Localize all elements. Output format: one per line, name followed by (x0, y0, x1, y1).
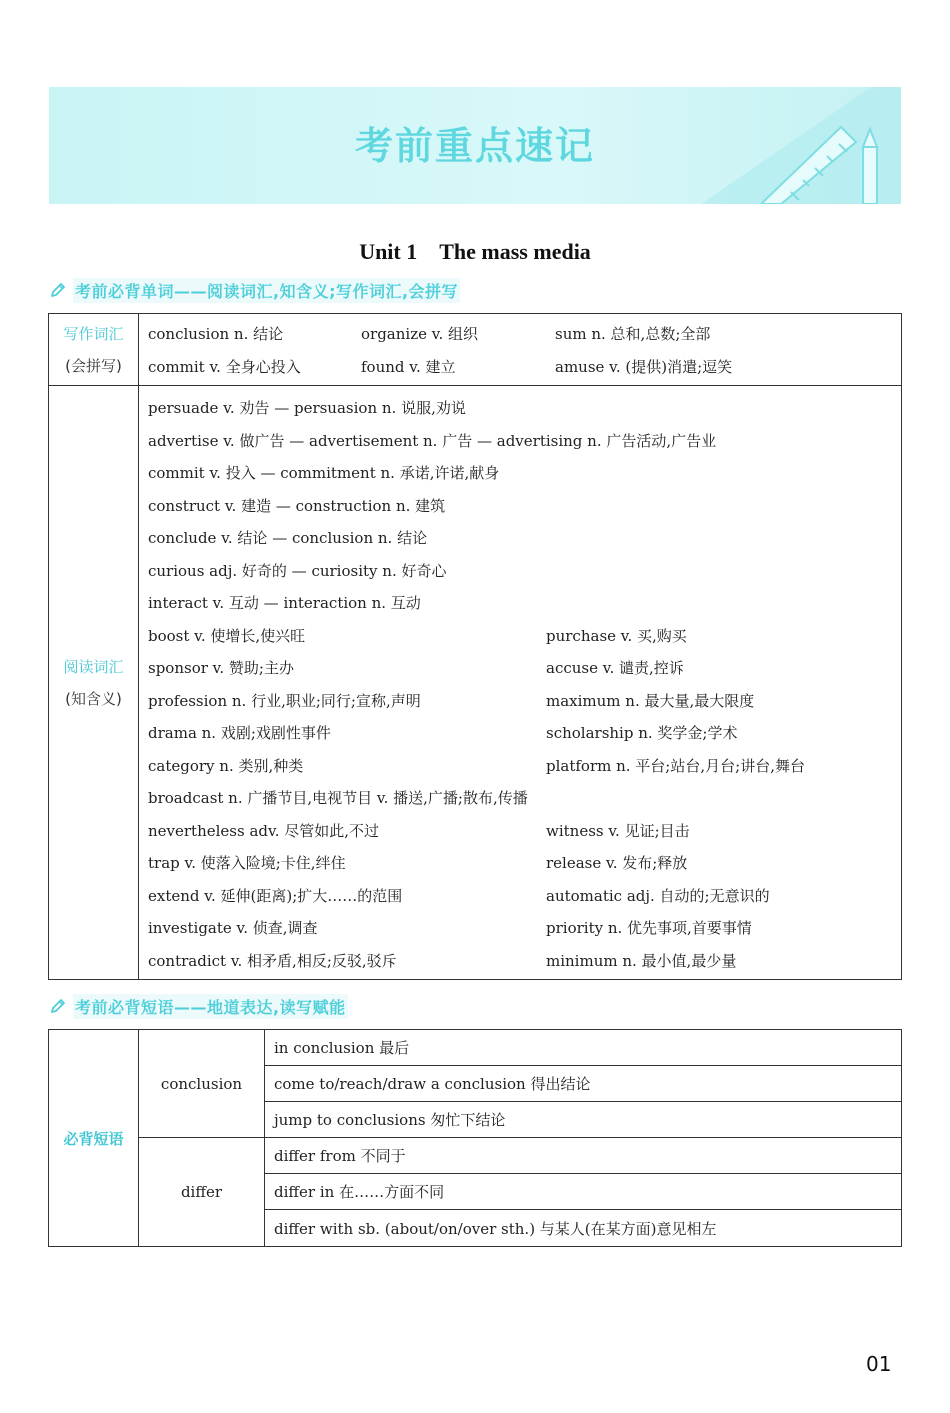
vocab-family: curious adj. 好奇的 — curiosity n. 好奇心 (148, 562, 447, 580)
vocab-item: accuse v. 谴责,控诉 (546, 659, 684, 677)
unit-title: Unit 1 The mass media (359, 239, 591, 264)
phrase-item: differ in 在……方面不同 (265, 1174, 901, 1210)
pencil-icon (49, 281, 67, 299)
phrase-item: differ from 不同于 (265, 1138, 901, 1174)
vocab-item: minimum n. 最小值,最少量 (546, 952, 737, 970)
page-number: 01 (866, 1352, 892, 1376)
vocab-item: nevertheless adv. 尽管如此,不过 (148, 822, 380, 840)
vocab-item: extend v. 延伸(距离);扩大……的范围 (148, 887, 403, 905)
vocab-item: priority n. 优先事项,首要事情 (546, 919, 752, 937)
phrase-headword: conclusion (139, 1030, 265, 1138)
vocab-family: persuade v. 劝告 — persuasion n. 说服,劝说 (148, 399, 466, 417)
vocab-item: scholarship n. 奖学金;学术 (546, 724, 738, 742)
section-heading-text: 考前必背单词——阅读词汇,知含义;写作词汇,会拼写 (73, 278, 460, 303)
vocabulary-table (48, 313, 902, 980)
writing-vocab-label (49, 314, 139, 385)
reading-vocab-label (49, 386, 139, 979)
phrases-label: 必背短语 (49, 1030, 139, 1246)
phrase-item: come to/reach/draw a conclusion 得出结论 (265, 1066, 901, 1102)
vocab-item: drama n. 戏剧;戏剧性事件 (148, 724, 331, 742)
phrase-item: in conclusion 最后 (265, 1030, 901, 1066)
label-main: 写作词汇 (63, 324, 124, 343)
vocab-family: conclude v. 结论 — conclusion n. 结论 (148, 529, 428, 547)
vocab-item: profession n. 行业,职业;同行;宣称,声明 (148, 692, 421, 710)
phrases-table (48, 1029, 902, 1247)
vocab-item: trap v. 使落入险境;卡住,绊住 (148, 854, 346, 872)
label-sub: (会拼写) (65, 356, 122, 375)
vocab-item: investigate v. 侦查,调查 (148, 919, 318, 937)
section-heading-vocabulary (49, 279, 460, 301)
vocab-family: construct v. 建造 — construction n. 建筑 (148, 497, 446, 515)
phrase-headword: differ (139, 1138, 265, 1246)
vocab-item: purchase v. 买,购买 (546, 627, 687, 645)
vocab-item: automatic adj. 自动的;无意识的 (546, 887, 770, 905)
vocab-family: interact v. 互动 — interaction n. 互动 (148, 594, 421, 612)
phrase-item: jump to conclusions 匆忙下结论 (265, 1102, 901, 1138)
section-heading-text: 考前必背短语——地道表达,读写赋能 (73, 994, 348, 1019)
label-sub: (知含义) (65, 689, 122, 708)
vocab-item: sponsor v. 赞助;主办 (148, 659, 294, 677)
vocab-item: category n. 类别,种类 (148, 757, 304, 775)
section-heading-phrases (49, 995, 348, 1017)
vocab-item: boost v. 使增长,使兴旺 (148, 627, 306, 645)
reading-vocab-row (49, 386, 901, 979)
banner-title: 考前重点速记 (354, 124, 595, 168)
vocab-item: organize v. 组织 (361, 325, 478, 343)
vocab-item: contradict v. 相矛盾,相反;反驳,驳斥 (148, 952, 397, 970)
phrase-item: differ with sb. (about/on/over sth.) 与某人(在某方面)意见相左 (274, 1219, 717, 1238)
vocab-item: witness v. 见证;目击 (546, 822, 690, 840)
vocab-family: advertise v. 做广告 — advertisement n. 广告 — advertising n. 广告活动,广告业 (148, 432, 717, 450)
vocab-item: release v. 发布;释放 (546, 854, 688, 872)
label-main: 阅读词汇 (63, 657, 124, 676)
vocab-family: commit v. 投入 — commitment n. 承诺,许诺,献身 (148, 464, 500, 482)
header-banner (49, 87, 901, 204)
vocab-item: conclusion n. 结论 (148, 325, 284, 343)
pencil-icon (49, 997, 67, 1015)
writing-vocab-row (49, 314, 901, 386)
vocab-item: maximum n. 最大量,最大限度 (546, 692, 755, 710)
vocab-item: platform n. 平台;站台,月台;讲台,舞台 (546, 757, 805, 775)
vocab-item: sum n. 总和,总数;全部 (555, 325, 711, 343)
vocab-item: commit v. 全身心投入 (148, 358, 301, 376)
vocab-item: amuse v. (提供)消遣;逗笑 (555, 358, 733, 376)
vocab-item: broadcast n. 广播节目,电视节目 v. 播送,广播;散布,传播 (148, 789, 528, 807)
vocab-item: found v. 建立 (361, 358, 456, 376)
